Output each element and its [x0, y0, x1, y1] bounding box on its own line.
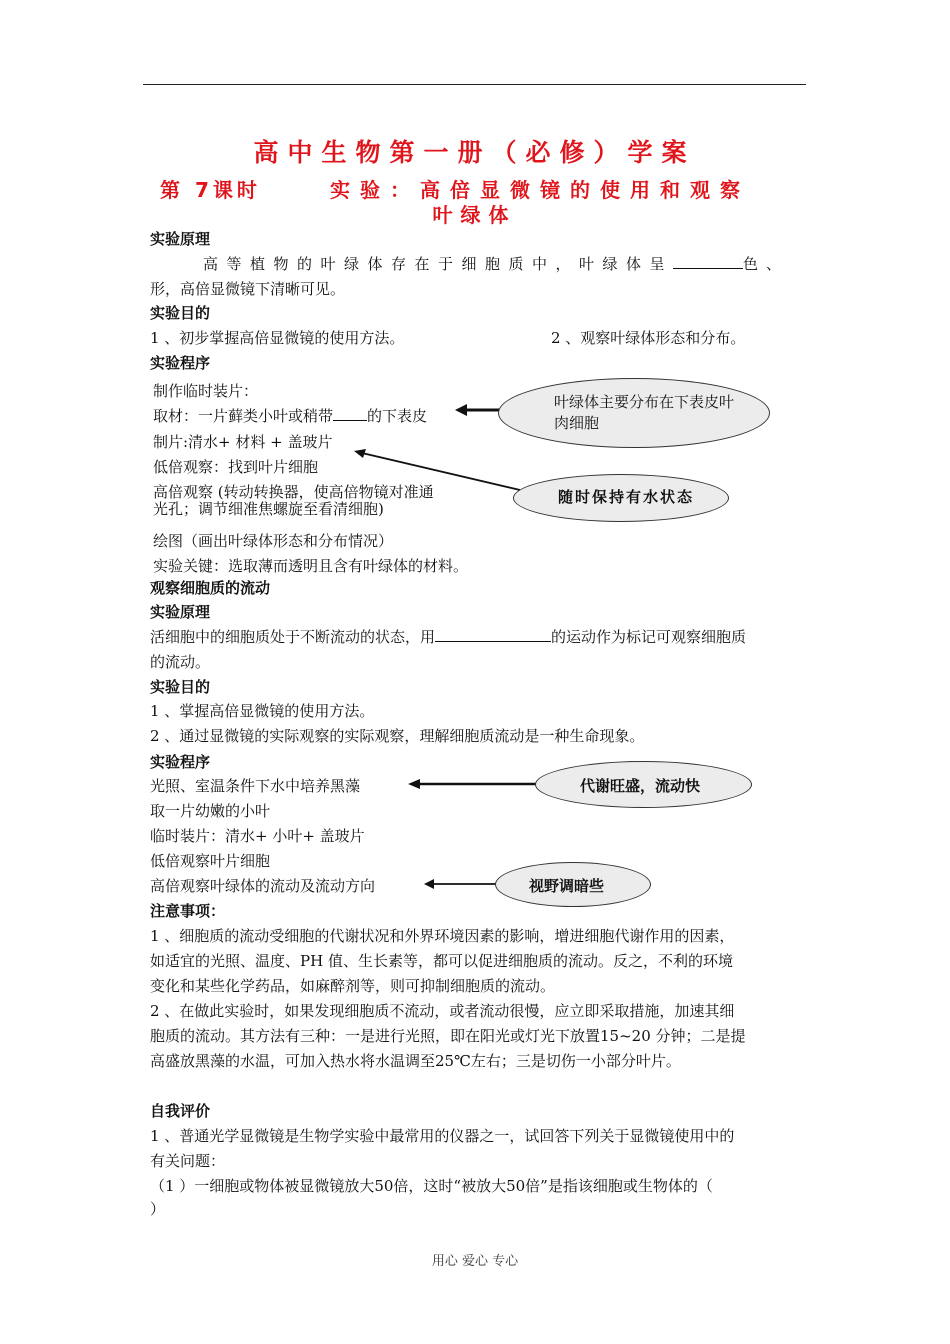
- note-line: 胞质的流动。其方法有三种：一是进行光照，即在阳光或灯光下放置15~20 分钟；二是提: [150, 1027, 746, 1045]
- procedure-step: 制作临时装片：: [153, 382, 259, 400]
- lesson-number: 第 7课时: [160, 178, 261, 202]
- procedure-step: 光孔；调节细准焦螺旋至看清细胞): [153, 500, 384, 518]
- document-title: 高中生物第一册（必修）学案: [253, 138, 696, 167]
- section-heading-evaluation: 自我评价: [150, 1102, 211, 1120]
- arrow-head: [354, 449, 366, 458]
- note-line: 高盛放黑藻的水温，可加入热水将水温调至25℃左右；三是切伤一小部分叶片。: [150, 1052, 681, 1070]
- key-point: 实验关键：选取薄而透明且含有叶绿体的材料。: [153, 557, 469, 575]
- callout-bubble: 叶绿体主要分布在下表皮叶肉细胞: [498, 378, 770, 448]
- principle-text: 高等植物的叶绿体存在于细胞质中，叶绿体呈 色、: [203, 255, 790, 273]
- section-heading-notes: 注意事项：: [150, 902, 226, 920]
- section-heading-principle: 实验原理: [150, 230, 211, 248]
- question-line: ）: [150, 1200, 166, 1218]
- callout-bubble: 随时保持有水状态: [513, 474, 729, 522]
- principle-text: 活细胞中的细胞质处于不断流动的状态，用 的运动作为标记可观察细胞质: [150, 628, 747, 646]
- section-heading-principle: 实验原理: [150, 603, 211, 621]
- note-line: 变化和某些化学药品，如麻醉剂等，则可抑制细胞质的流动。: [150, 977, 556, 995]
- arrow-head: [424, 879, 434, 889]
- principle-text-cont: 的流动。: [150, 653, 211, 671]
- fill-blank[interactable]: [435, 627, 551, 642]
- section-heading-purpose: 实验目的: [150, 304, 211, 322]
- section-heading-procedure: 实验程序: [150, 753, 211, 771]
- page-footer: 用心 爱心 专心: [431, 1254, 519, 1269]
- arrow-head: [455, 404, 467, 416]
- procedure-step: 高倍观察 (转动转换器，使高倍物镜对准通: [153, 483, 434, 501]
- callout-bubble: 代谢旺盛，流动快: [535, 761, 752, 808]
- arrow-line: [362, 453, 520, 490]
- procedure-step: 临时装片：清水+ 小叶+ 盖玻片: [150, 827, 365, 845]
- procedure-step: 低倍观察：找到叶片细胞: [153, 458, 319, 476]
- purpose-item: 2 、观察叶绿体形态和分布。: [551, 329, 746, 347]
- procedure-step: 低倍观察叶片细胞: [150, 852, 271, 870]
- purpose-item: 2 、通过显微镜的实际观察的实际观察，理解细胞质流动是一种生命现象。: [150, 727, 645, 745]
- lesson-heading-line1: 实验：高倍显微镜的使用和观察: [330, 178, 750, 202]
- procedure-step: 制片:清水+ 材料 + 盖玻片: [153, 433, 333, 451]
- procedure-step: 绘图（画出叶绿体形态和分布情况）: [153, 532, 394, 550]
- question-line: 1 、普通光学显微镜是生物学实验中最常用的仪器之一，试回答下列关于显微镜使用中的: [150, 1127, 735, 1145]
- procedure-step: 取一片幼嫩的小叶: [150, 802, 271, 820]
- note-line: 2 、在做此实验时，如果发现细胞质不流动，或者流动很慢，应立即采取措施，加速其细: [150, 1002, 735, 1020]
- procedure-step: 取材：一片藓类小叶或稍带 的下表皮: [153, 407, 428, 425]
- section-heading-cytoplasm: 观察细胞质的流动: [150, 579, 271, 597]
- principle-text-cont: 形，高倍显微镜下清晰可见。: [150, 280, 346, 298]
- note-line: 1 、细胞质的流动受细胞的代谢状况和外界环境因素的影响，增进细胞代谢作用的因素，: [150, 927, 735, 945]
- purpose-item: 1 、初步掌握高倍显微镜的使用方法。: [150, 329, 405, 347]
- note-line: 如适宜的光照、温度、PH 值、生长素等，都可以促进细胞质的流动。反之，不利的环境: [150, 952, 733, 970]
- question-line: 有关问题：: [150, 1152, 226, 1170]
- arrow-head: [408, 779, 420, 789]
- procedure-step: 光照、室温条件下水中培养黑藻: [150, 777, 361, 795]
- purpose-item: 1 、掌握高倍显微镜的使用方法。: [150, 702, 375, 720]
- question-line: （1 ）一细胞或物体被显微镜放大50倍，这时“被放大50倍”是指该细胞或生物体的（: [150, 1177, 713, 1195]
- section-heading-procedure: 实验程序: [150, 354, 211, 372]
- procedure-step: 高倍观察叶绿体的流动及流动方向: [150, 877, 376, 895]
- callout-bubble: 视野调暗些: [495, 862, 651, 907]
- section-heading-purpose: 实验目的: [150, 678, 211, 696]
- lesson-heading-line2: 叶绿体: [432, 203, 517, 227]
